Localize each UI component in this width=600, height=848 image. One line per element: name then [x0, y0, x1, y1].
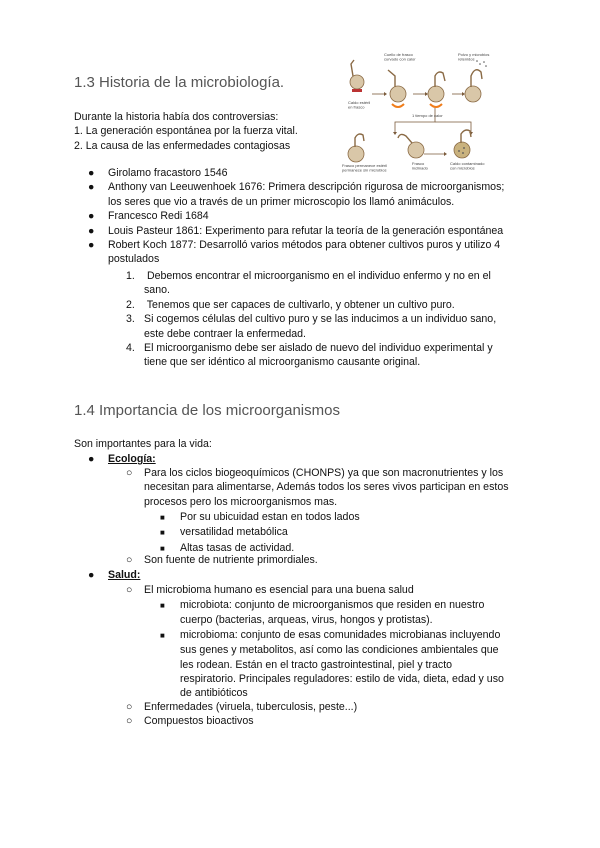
list-item: sano.: [144, 284, 170, 297]
postulates-list: [126, 269, 496, 370]
list-item: ○ Compuestos bioactivos: [126, 715, 254, 728]
figure-label: Polvo y microbios retenidos: [458, 52, 490, 62]
list-item: ● Louis Pasteur 1861: Experimento para refutar la teoría de la generación espontánea: [88, 224, 504, 237]
flask-icon: [465, 60, 487, 102]
list-item: ● Anthony van Leeuwenhoek 1676: Primera descripción rigurosa de microorganismos;: [88, 181, 505, 194]
intro-line: 1. La generación espontánea por la fuerza vital.: [74, 125, 298, 138]
ecologia-sublist: [160, 510, 360, 556]
figure-label: Caldo contaminado con microbios: [450, 161, 485, 171]
history-bullet-list: [88, 166, 504, 267]
list-item: ● Girolamo fracastoro 1546: [88, 167, 228, 179]
flask-icon: [348, 134, 364, 162]
list-item: cuerpo (bacterias, arqueas, virus, hongos y protistas).: [180, 614, 433, 627]
list-item: ● Robert Koch 1877: Desarrolló varios métodos para obtener cultivos puros y utilizo 4: [88, 239, 501, 252]
list-item: ■ Altas tasas de actividad.: [160, 541, 295, 554]
list-item: respiratorio. Principales reguladores: estilo de vida, dieta, edad y uso: [180, 673, 504, 686]
ecologia-heading: ● Ecología:: [88, 453, 156, 465]
salud-sublist: [160, 598, 504, 701]
list-item: 2. Tenemos que ser capaces de cultivarlo, y obtener un cultivo puro.: [126, 298, 455, 311]
list-item: este debe contraer la enfermedad.: [144, 327, 306, 340]
list-item: necesitan para alimentarse, Además todos los seres vivos participan en estos: [144, 481, 509, 494]
list-item: 3. Si cogemos células del cultivo puro y se las inducimos a un individuo sano,: [126, 313, 497, 326]
list-item: ■ microbioma: conjunto de esas comunidades microbianas incluyendo: [160, 628, 501, 641]
salud-first: ○ El microbioma humano es esencial para una buena salud: [126, 584, 414, 596]
figure-label: 1 tiempo de calor: [412, 113, 443, 118]
list-item: postulados: [108, 253, 160, 266]
list-item: ■ versatilidad metabólica: [160, 526, 288, 539]
ecologia-last: ○ Son fuente de nutriente primordiales.: [126, 554, 318, 566]
intro-line: 2. La causa de las enfermedades contagiosas: [74, 139, 291, 152]
flask-icon: [428, 72, 445, 107]
list-item: los seres que vio a través de un primer microscopio los llamó animáculos.: [108, 195, 455, 208]
section-title-1-3: 1.3 Historia de la microbiología.: [74, 74, 285, 91]
figure-label: Frasco permanece estéril permanece sin microbios: [342, 163, 388, 173]
list-item: 4. El microorganismo debe ser aislado de nuevo del individuo experimental y: [126, 342, 493, 355]
list-item: ● Francesco Redi 1684: [88, 210, 209, 223]
list-item: ○ Enfermedades (viruela, tuberculosis, peste...): [126, 701, 358, 713]
list-item: ■ Por su ubicuidad estan en todos lados: [160, 511, 360, 523]
list-item: tiene que ser idéntico al microorganismo causante original.: [144, 356, 421, 369]
list-item: les rodean. Están en el tracto gastrointestinal, piel y tracto: [180, 658, 453, 671]
salud-heading: ● Salud:: [88, 569, 141, 581]
list-item: 1. Debemos encontrar el microorganismo en el individuo enfermo y no en el: [126, 270, 491, 282]
salud-more: [126, 700, 357, 729]
figure-label: Frasco inclinado: [412, 161, 428, 171]
figure-label: Cuello de frasco curvado con calor: [384, 52, 416, 62]
pasteur-flask-figure: [340, 46, 500, 178]
list-item: sus genes y metabolitos, así como las condiciones ambientales que: [180, 644, 499, 657]
list-item: de antibióticos: [180, 687, 248, 700]
intro-line: Durante la historia había dos controversias:: [74, 111, 279, 123]
list-item: procesos pero los microorganismos mas.: [144, 495, 338, 508]
list-item: ○ Para los ciclos biogeoquímicos (CHONPS) ya que son macronutrientes y los: [126, 467, 504, 479]
list-item: ■ microbiota: conjunto de microorganismos que residen en nuestro: [160, 599, 485, 611]
flask-icon: [350, 60, 364, 92]
ecologia-list: [126, 466, 509, 509]
figure-label: Caldo estéril en frasco: [348, 100, 371, 110]
flask-icon: [388, 70, 406, 107]
flask-icon: [398, 134, 424, 158]
intro-text: [74, 110, 298, 153]
section-title-1-4: 1.4 Importancia de los microorganismos: [74, 402, 340, 419]
flask-icon: [454, 130, 471, 158]
importance-intro: Son importantes para la vida:: [74, 438, 212, 450]
